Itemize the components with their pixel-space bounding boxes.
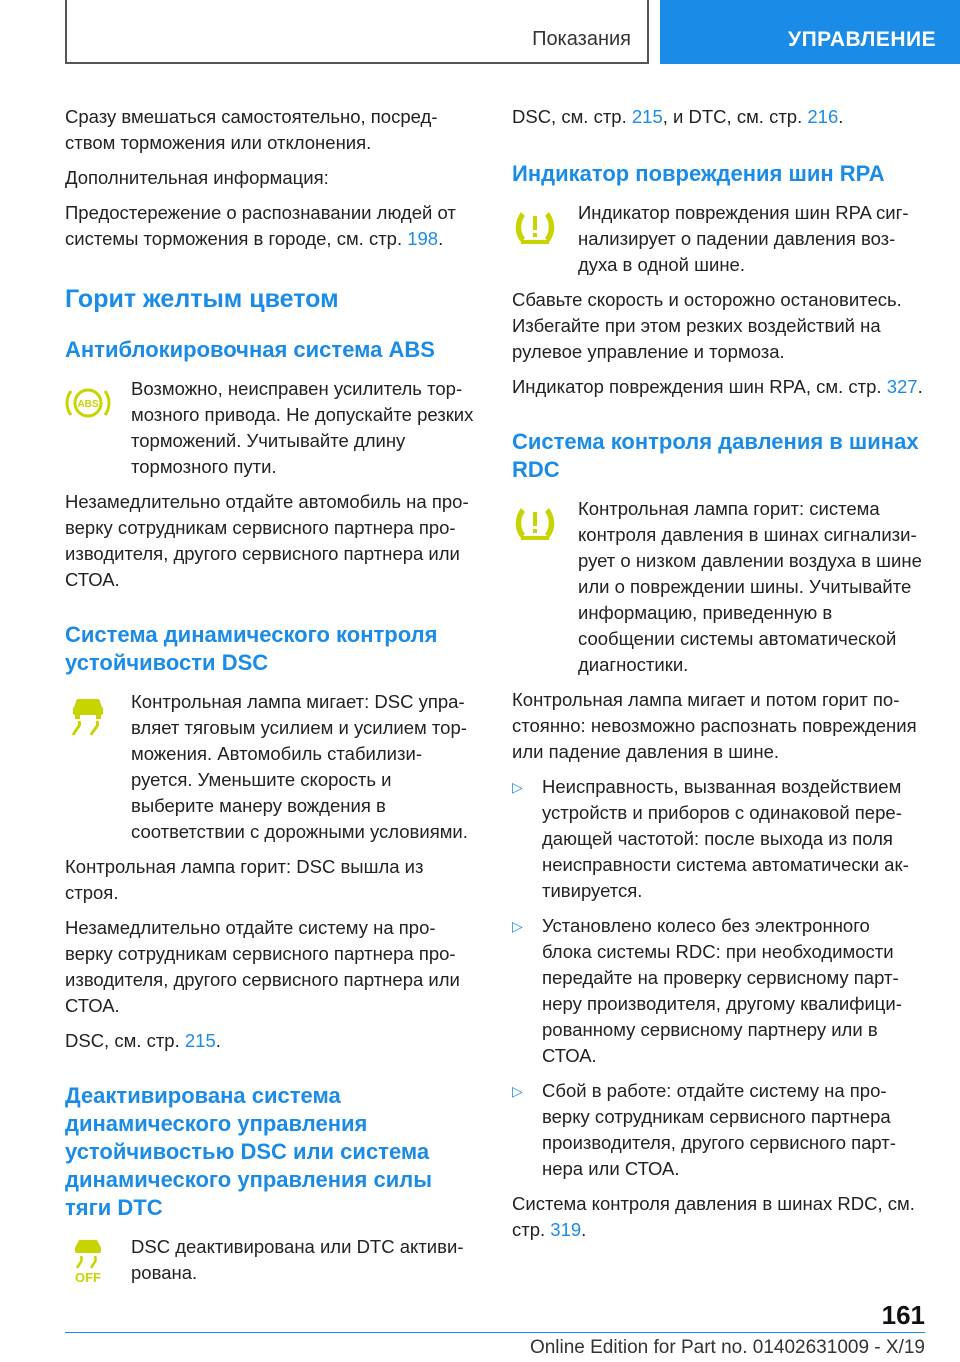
indicator-block-rpa [512,200,924,278]
subsection-heading: Система динамического контроля устойчивости DSC [65,622,438,675]
triangle-bullet-icon: ▷ [512,1083,523,1099]
paragraph: Дополнительная информация: [65,167,329,188]
paragraph: Незамедлительно отдайте систему на проверку сотрудникам сервисного партнера производителя, другого сервисного партнера или СТОА. [65,917,460,1016]
indicator-block-dtc [65,1234,477,1286]
list-item: ▷ Установлено колесо без электронного блока системы RDC: при необходимости передайте на проверку сервисному партнеру производителя, другому квалифицированному сервисному партнеру или в СТОА. [512,915,902,1066]
header-chapter: УПРАВЛЕНИЕ [660,0,960,64]
paragraph: Предостережение о распознавании людей от системы торможения в городе, см. стр. 198. [65,202,456,249]
header-box [65,0,649,64]
section-heading: Горит желтым цветом [65,285,339,313]
paragraph: DSC, см. стр. 215, и DTC, см. стр. 216. [512,106,844,127]
tire-pressure-icon [512,204,558,250]
footer-divider [65,1332,925,1333]
indicator-block-rdc [512,496,924,678]
dsc-skid-icon [65,693,111,739]
abs-warning-icon [65,380,111,426]
right-column [512,104,924,1252]
paragraph: Индикатор повреждения шин RPA сигнализирует о падении давления воздуха в одной шине. [578,202,909,275]
off-icon-label: OFF [75,1270,101,1284]
subsection-heading: Индикатор повреждения шин RPA [512,161,885,186]
paragraph: Возможно, неисправен усилитель тормозного привода. Не допускайте резких торможений. Учитывайте длину тормозного пути. [131,378,474,477]
paragraph: DSC, см. стр. 215. [65,1030,221,1051]
indicator-block-abs [65,376,477,480]
page-link[interactable]: 319 [550,1219,582,1240]
list-item: ▷ Сбой в работе: отдайте систему на проверку сотрудникам сервисного партнера производителя, другого сервисного партнера или СТОА. [512,1080,896,1179]
paragraph: Контрольная лампа мигает и потом горит постоянно: невозможно распознать повреждения или падение давления в шине. [512,689,917,762]
paragraph: Контрольная лампа горит: DSC вышла из строя. [65,856,424,903]
dsc-off-icon [65,1238,111,1284]
page-link[interactable]: 198 [407,228,439,249]
page-link[interactable]: 215 [184,1030,216,1051]
paragraph: Контрольная лампа горит: система контроля давления в шинах сигнализирует о низком давлении воздуха в шине или о повреждении шины. Учитывайте информацию, приведенную в сообщении системы автоматической диагностики. [578,498,922,675]
tire-pressure-icon [512,500,558,546]
paragraph: Сразу вмешаться самостоятельно, посредством торможения или отклонения. [65,106,438,153]
subsection-heading: Система контроля давления в шинах RDC [512,429,919,482]
paragraph: DSC деактивирована или DTC активирована. [131,1236,464,1283]
subsection-heading: Деактивирована система динамического управления устойчивостью DSC или система динамического управления силы тяги DTC [65,1083,432,1220]
page-link[interactable]: 216 [807,106,839,127]
subsection-heading: Антиблокировочная система ABS [65,337,435,362]
page-link[interactable]: 327 [886,376,918,397]
header-section: Показания [532,28,631,50]
page-link[interactable]: 215 [631,106,663,127]
paragraph: Контрольная лампа мигает: DSC управляет тяговым усилием и усилием торможения. Автомобиль стабилизируется. Уменьшите скорость и выберите манеру вождения в соответствии с дорожными условиями. [131,691,468,842]
paragraph: Индикатор повреждения шин RPA, см. стр. 327. [512,376,923,397]
abs-icon-label: ABS [77,399,99,410]
list-item: ▷ Неисправность, вызванная воздействием устройств и приборов с одинаковой передающей частотой: после выхода из поля неисправности система автоматически активируется. [512,776,909,901]
indicator-block-dsc [65,689,477,845]
footer-edition: Online Edition for Part no. 01402631009 - X/19 [529,1337,925,1358]
paragraph: Сбавьте скорость и осторожно остановитесь. Избегайте при этом резких воздействий на рулевое управление и тормоза. [512,289,902,362]
paragraph: Незамедлительно отдайте автомобиль на проверку сотрудникам сервисного партнера производителя, другого сервисного партнера или СТОА. [65,491,469,590]
paragraph: Система контроля давления в шинах RDC, см. стр. 319. [512,1193,915,1240]
page-number: 161 [881,1300,925,1330]
triangle-bullet-icon: ▷ [512,779,523,795]
triangle-bullet-icon: ▷ [512,918,523,934]
left-column [65,104,477,1295]
